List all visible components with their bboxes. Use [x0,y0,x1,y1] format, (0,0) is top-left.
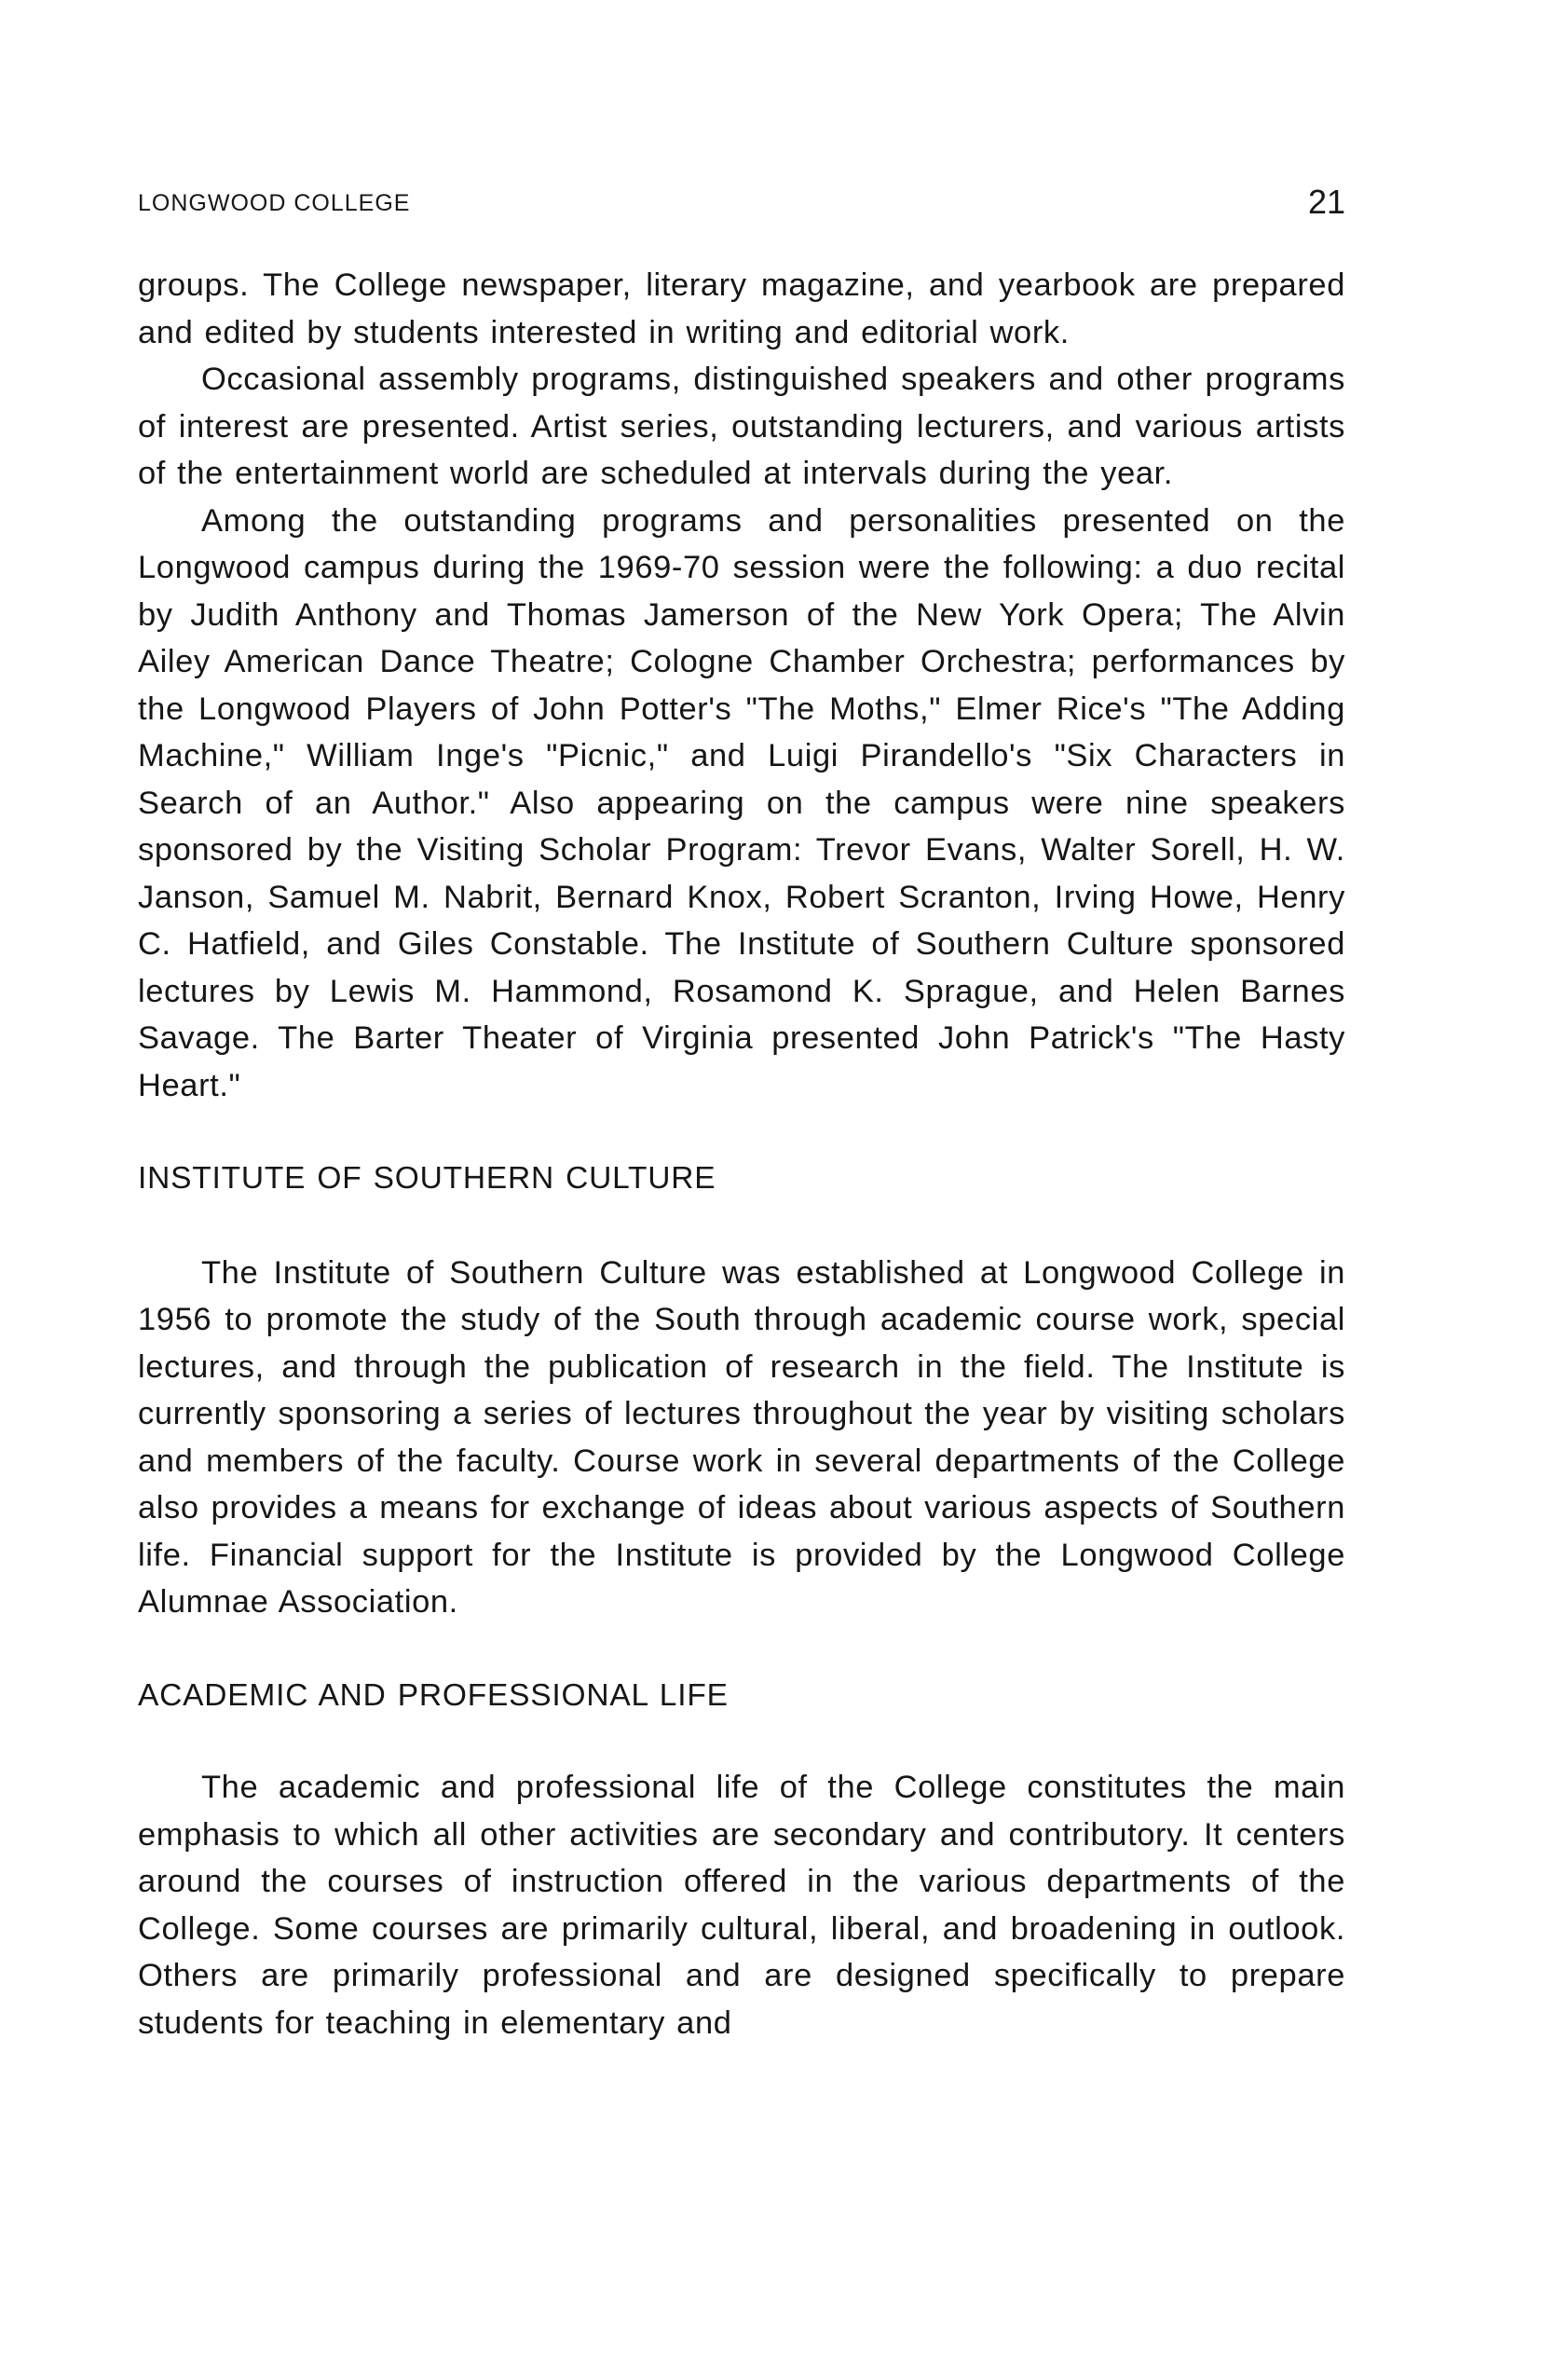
section-heading-academic: ACADEMIC AND PROFESSIONAL LIFE [138,1677,729,1713]
paragraph-assembly-programs: Occasional assembly programs, distinguished speakers and other programs of interest are presented. Artist series, outstanding lecturers, and various artists of the entertainment world are scheduled at intervals during the year. [138,362,1345,491]
section-heading-institute: INSTITUTE OF SOUTHERN CULTURE [138,1161,716,1196]
document-page [138,0,1345,2380]
page-number: 21 [1307,183,1345,221]
running-header [138,183,1345,229]
paragraph-academic: The academic and professional life of the College constitutes the main emphasis to which all other activities are secondary and contributory. It centers around the courses of instruction offered in the various departments of the College. Some courses are primarily cultural, liberal, and broadening in outlook. Others are primarily professional and are designed specifically to prepare students for teaching in elementary and [138,1770,1345,2041]
body-text [138,262,1345,2046]
running-title: LONGWOOD COLLEGE [138,190,411,216]
paragraph-1969-70-programs: Among the outstanding programs and personalities presented on the Longwood campus during the 1969-70 session were the following: a duo recital by Judith Anthony and Thomas Jamerson of the New York Opera; The Alvin Ailey American Dance Theatre; Cologne Chamber Orchestra; performances by the Longwood Players of John Potter's "The Moths," Elmer Rice's "The Adding Machine," William Inge's "Picnic," and Luigi Pirandello's "Six Characters in Search of an Author." Also appearing on the campus were nine speakers sponsored by the Visiting Scholar Program: Trevor Evans, Walter Sorell, H. W. Janson, Samuel M. Nabrit, Bernard Knox, Robert Scranton, Irving Howe, Henry C. Hatfield, and Giles Constable. The Institute of Southern Culture sponsored lectures by Lewis M. Hammond, Rosamond K. Sprague, and Helen Barnes Savage. The Barter Theater of Virginia presented John Patrick's "The Hasty Heart." [138,502,1345,1103]
paragraph-institute: The Institute of Southern Culture was established at Longwood College in 1956 to promote the study of the South through academic course work, special lectures, and through the publication of research in the field. The Institute is currently sponsoring a series of lectures throughout the year by visiting scholars and members of the faculty. Course work in several departments of the College also provides a means for exchange of ideas about various aspects of Southern life. Financial support for the Institute is provided by the Longwood College Alumnae Association. [138,1254,1345,1620]
paragraph-continued: groups. The College newspaper, literary magazine, and yearbook are prepared and edited by students interested in writing and editorial work. [138,267,1345,350]
